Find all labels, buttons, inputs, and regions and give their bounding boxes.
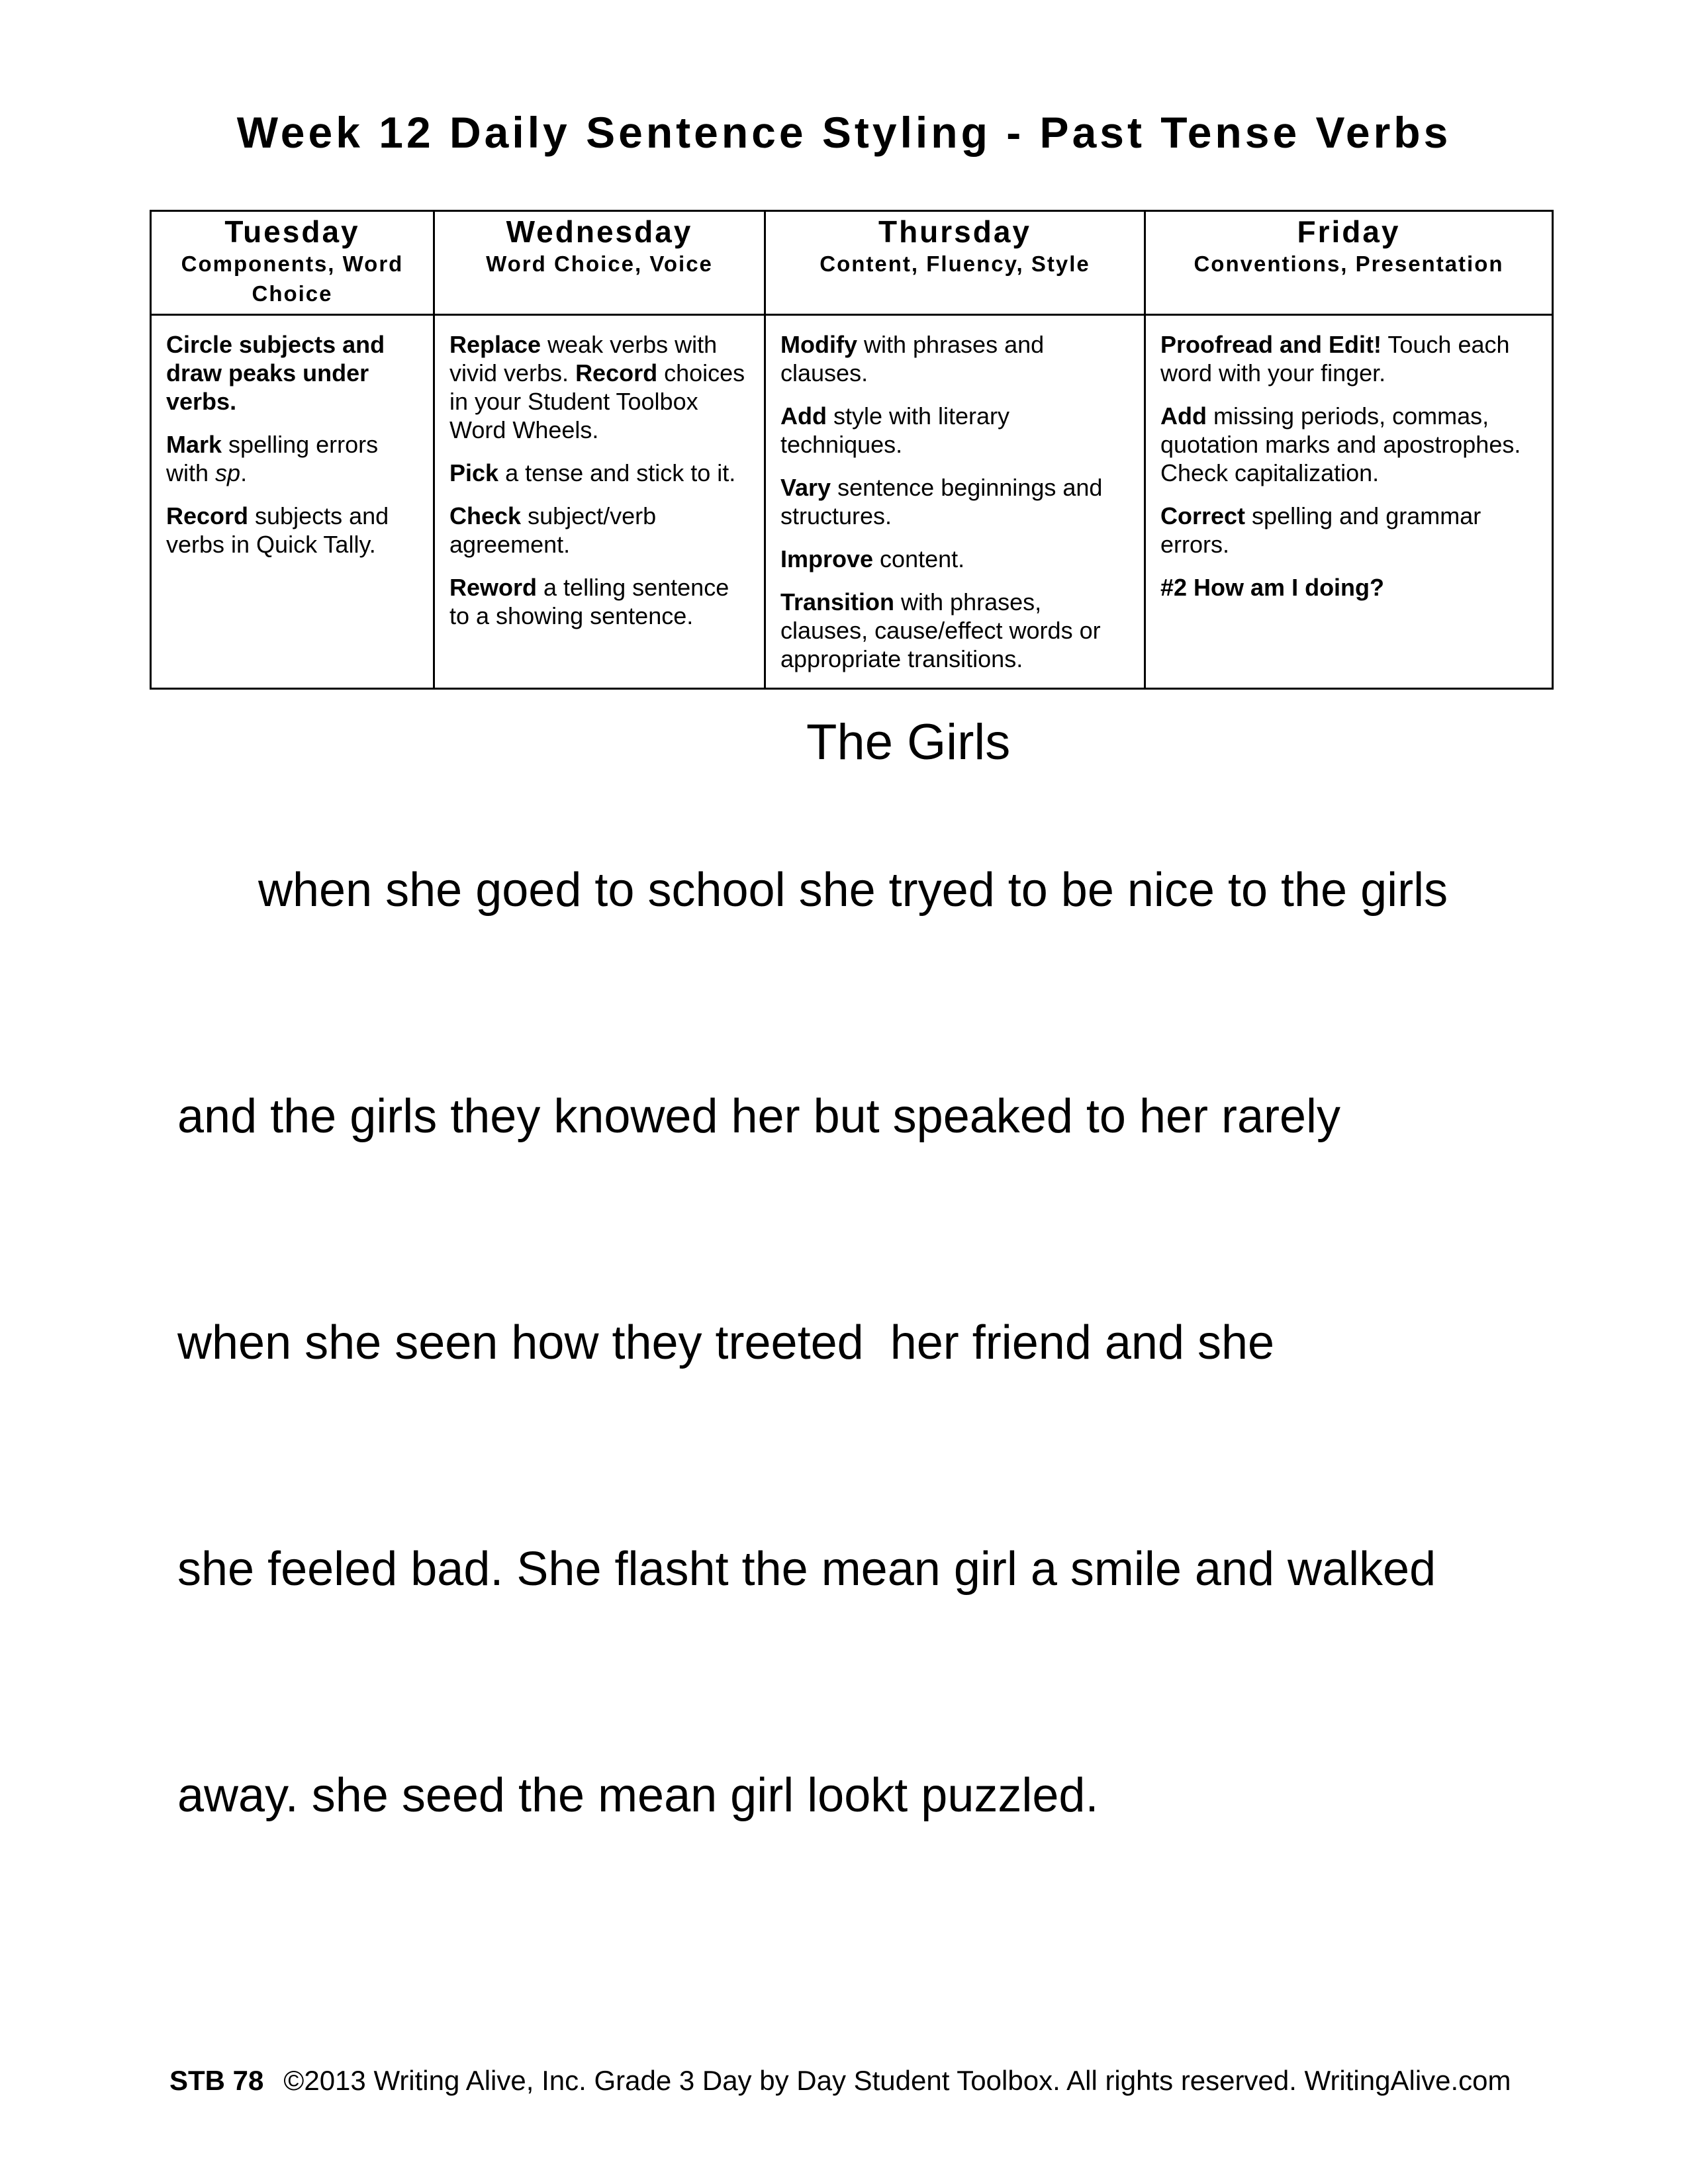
tuesday-steps bbox=[151, 315, 434, 689]
daily-plan-table bbox=[150, 210, 1554, 690]
day-focus: Content, Fluency, Style bbox=[820, 251, 1090, 276]
step-text: spelling errors with bbox=[166, 431, 379, 486]
day-name: Friday bbox=[1297, 214, 1401, 249]
instruction-step bbox=[166, 330, 421, 416]
step-text: Touch each word with your finger. bbox=[1160, 331, 1510, 387]
step-text: Replace bbox=[449, 331, 541, 358]
instruction-step bbox=[449, 573, 752, 630]
step-text: style with literary techniques. bbox=[780, 402, 1010, 458]
step-text: a tense and stick to it. bbox=[498, 459, 736, 486]
step-text: Record bbox=[575, 359, 658, 387]
step-text: with phrases, clauses, cause/effect words or appropriate transitions. bbox=[780, 588, 1101, 672]
instruction-step bbox=[166, 502, 421, 559]
header-friday bbox=[1145, 211, 1553, 315]
footer-code: STB 78 bbox=[169, 2065, 264, 2096]
step-text: Circle subjects and draw peaks under verbs. bbox=[166, 331, 385, 415]
story-line-2: and the girls they knowed her but speaked to her rarely bbox=[177, 1090, 1341, 1143]
step-text: choices in your Student Toolbox Word Wheels. bbox=[449, 359, 745, 443]
step-text: Modify bbox=[780, 331, 857, 358]
footer bbox=[169, 2065, 1511, 2097]
step-text: Check bbox=[449, 502, 522, 529]
step-text: Correct bbox=[1160, 502, 1246, 529]
step-text: weak verbs with vivid verbs. bbox=[449, 331, 718, 387]
step-text: Proofread and Edit! bbox=[1160, 331, 1382, 358]
step-text: Record bbox=[166, 502, 249, 529]
instruction-step bbox=[1160, 502, 1540, 559]
wednesday-steps bbox=[434, 315, 765, 689]
step-text: subject/verb agreement. bbox=[449, 502, 657, 558]
day-focus: Conventions, Presentation bbox=[1194, 251, 1504, 276]
instruction-step bbox=[780, 588, 1132, 673]
instruction-step bbox=[780, 473, 1132, 530]
step-text: Improve bbox=[780, 545, 874, 572]
instruction-step bbox=[166, 430, 421, 487]
friday-steps bbox=[1145, 315, 1553, 689]
day-focus: Word Choice, Voice bbox=[486, 251, 713, 276]
instruction-step bbox=[449, 502, 752, 559]
header-wednesday bbox=[434, 211, 765, 315]
thursday-steps bbox=[765, 315, 1145, 689]
day-name: Tuesday bbox=[224, 214, 360, 249]
story-line-3: when she seen how they treeted her friend and she bbox=[177, 1316, 1275, 1369]
instruction-step bbox=[1160, 402, 1540, 487]
day-name: Thursday bbox=[878, 214, 1032, 249]
instruction-step bbox=[1160, 330, 1540, 387]
instruction-step bbox=[780, 330, 1132, 387]
step-text: Pick bbox=[449, 459, 499, 486]
step-text: a telling sentence to a showing sentence. bbox=[449, 574, 729, 629]
day-name: Wednesday bbox=[506, 214, 693, 249]
step-text: Reword bbox=[449, 574, 538, 601]
step-text: #2 How am I doing? bbox=[1160, 574, 1385, 601]
page-title: Week 12 Daily Sentence Styling - Past Tense Verbs bbox=[236, 108, 1452, 157]
step-text: with phrases and clauses. bbox=[780, 331, 1045, 387]
step-text: Vary bbox=[780, 474, 831, 501]
step-text: subjects and verbs in Quick Tally. bbox=[166, 502, 389, 558]
step-text: content. bbox=[873, 545, 965, 572]
step-text: Transition bbox=[780, 588, 895, 615]
step-text: Mark bbox=[166, 431, 222, 458]
header-thursday bbox=[765, 211, 1145, 315]
instruction-step bbox=[780, 402, 1132, 459]
step-text: sentence beginnings and structures. bbox=[780, 474, 1103, 529]
step-text: Add bbox=[1160, 402, 1207, 430]
story-line-5: away. she seed the mean girl lookt puzzled. bbox=[177, 1769, 1099, 1822]
story-line-4: she feeled bad. She flasht the mean girl a smile and walked bbox=[177, 1543, 1436, 1596]
step-text: spelling and grammar errors. bbox=[1160, 502, 1481, 558]
header-tuesday bbox=[151, 211, 434, 315]
step-text: Add bbox=[780, 402, 827, 430]
step-text: missing periods, commas, quotation marks and apostrophes. Check capitalization. bbox=[1160, 402, 1521, 486]
instruction-step bbox=[780, 545, 1132, 573]
table-header-row bbox=[151, 211, 1553, 315]
story-line-1: when she goed to school she tryed to be nice to the girls bbox=[258, 864, 1448, 917]
day-focus: Components, Word Choice bbox=[181, 251, 404, 306]
instruction-step bbox=[1160, 573, 1540, 602]
table-body-row bbox=[151, 315, 1553, 689]
instruction-step bbox=[449, 459, 752, 487]
story-title: The Girls bbox=[806, 714, 1011, 770]
step-text: . bbox=[240, 459, 248, 486]
step-text: sp bbox=[215, 459, 241, 486]
footer-copyright: ©2013 Writing Alive, Inc. Grade 3 Day by Day Student Toolbox. All rights reserved. WritingAlive.com bbox=[283, 2065, 1511, 2096]
instruction-step bbox=[449, 330, 752, 444]
